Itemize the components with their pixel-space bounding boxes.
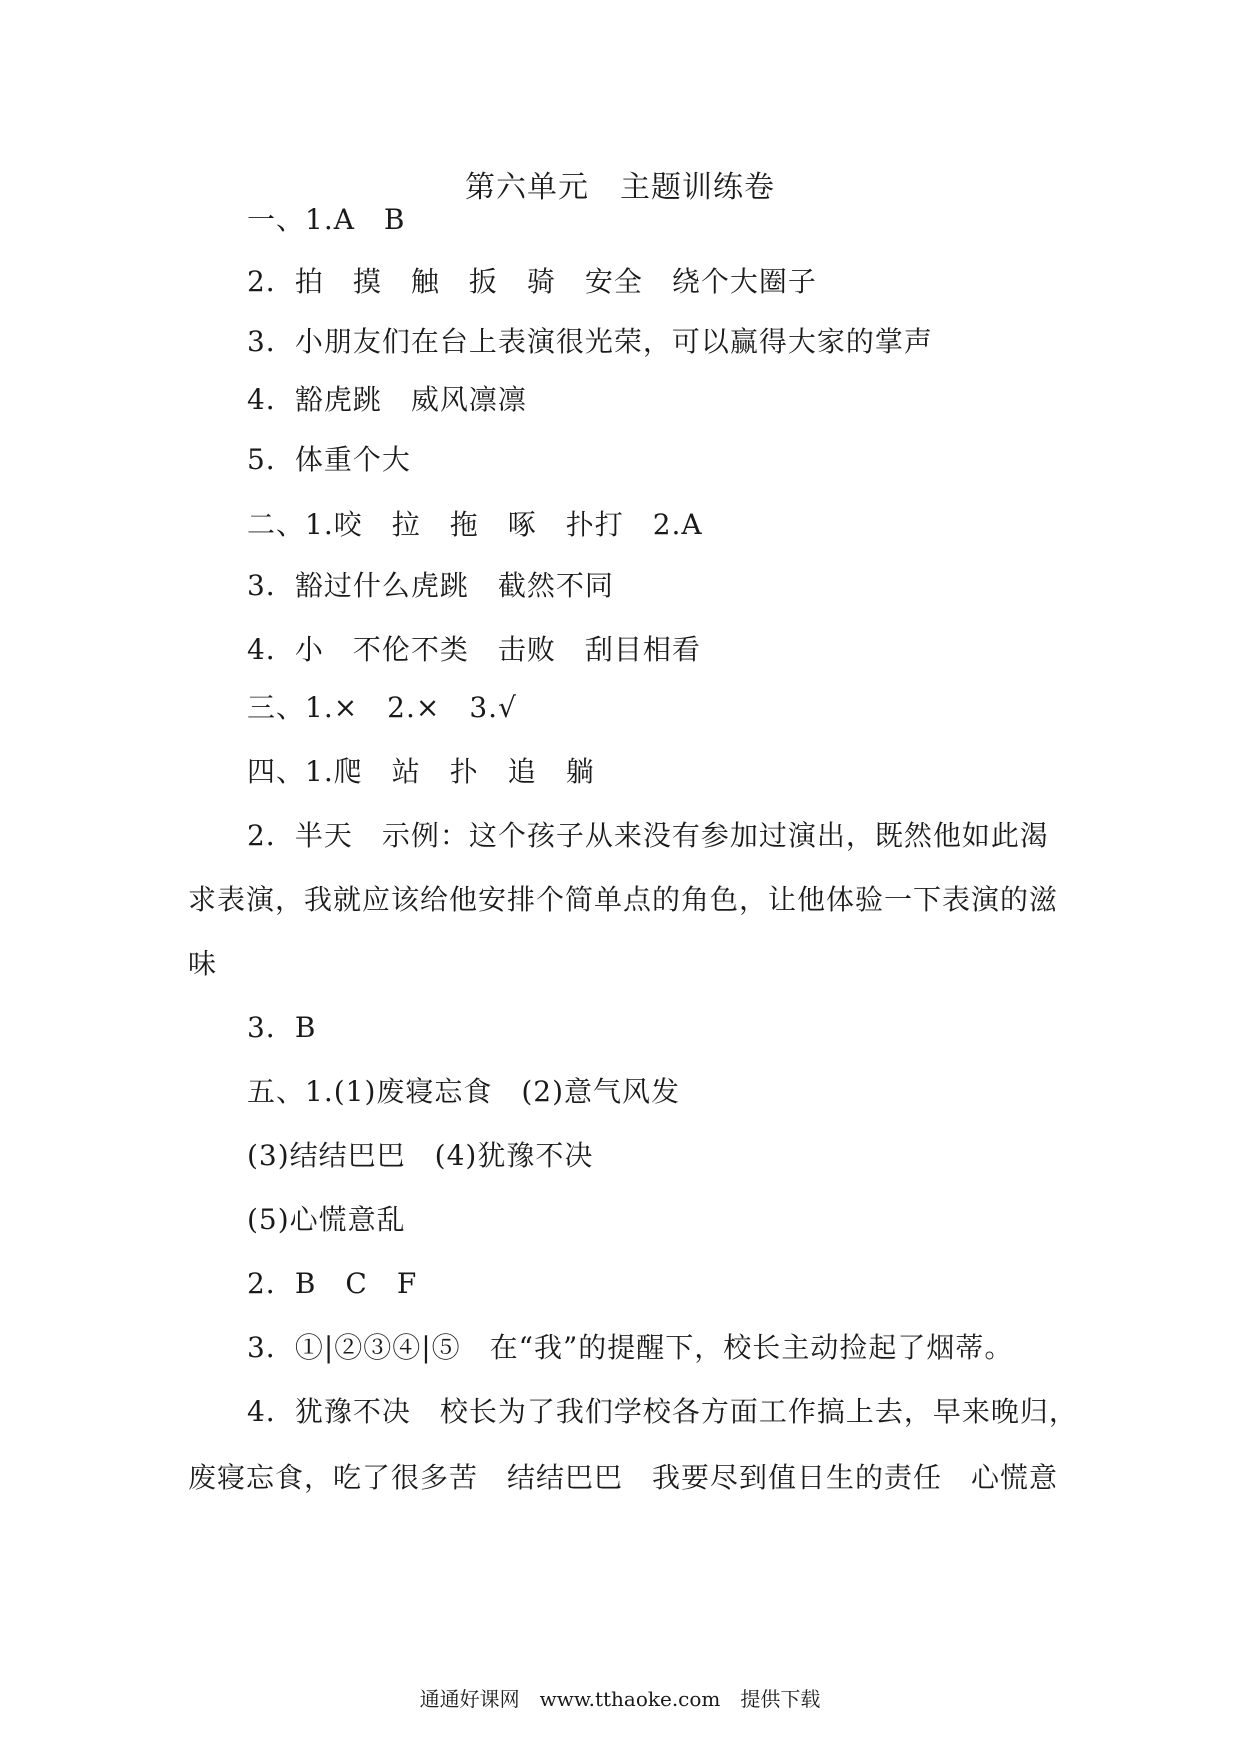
page-title: 第六单元 主题训练卷 [465,170,775,205]
answer-line: (3)结结巴巴 (4)犹豫不决 [247,1139,594,1172]
answer-line: 5．体重个大 [247,443,411,476]
answer-line: 四、1.爬 站 扑 追 躺 [247,755,595,788]
answer-line: (5)心慌意乱 [247,1203,406,1236]
answer-line: 2．B C F [247,1267,418,1300]
answer-line: 五、1.(1)废寝忘食 (2)意气风发 [247,1075,681,1108]
answer-line: 废寝忘食，吃了很多苦 结结巴巴 我要尽到值日生的责任 心慌意 [188,1461,1059,1494]
answer-line: 4．豁虎跳 威风凛凛 [247,383,527,416]
answer-line: 2．拍 摸 触 扳 骑 安全 绕个大圈子 [247,265,817,298]
answer-line: 二、1.咬 拉 拖 啄 扑打 2.A [247,508,703,541]
answer-line: 三、1.× 2.× 3.√ [247,691,517,724]
answer-line: 3．B [247,1011,317,1044]
answer-line: 3．小朋友们在台上表演很光荣，可以赢得大家的掌声 [247,325,933,358]
answer-line: 求表演，我就应该给他安排个简单点的角色，让他体验一下表演的滋 [188,883,1059,916]
answer-line: 一、1.A B [247,203,406,236]
answer-line: 味 [188,947,218,980]
answer-line: 3．①|②③④|⑤ 在“我”的提醒下，校长主动捡起了烟蒂。 [247,1331,1014,1364]
answer-line: 3．豁过什么虎跳 截然不同 [247,569,614,602]
answer-line: 4．小 不伦不类 击败 刮目相看 [247,633,701,666]
page-footer: 通通好课网 www.tthaoke.com 提供下载 [419,1687,821,1711]
answer-line: 4．犹豫不决 校长为了我们学校各方面工作搞上去，早来晚归， [247,1395,1078,1428]
answer-line: 2．半天 示例：这个孩子从来没有参加过演出，既然他如此渴 [247,819,1049,852]
